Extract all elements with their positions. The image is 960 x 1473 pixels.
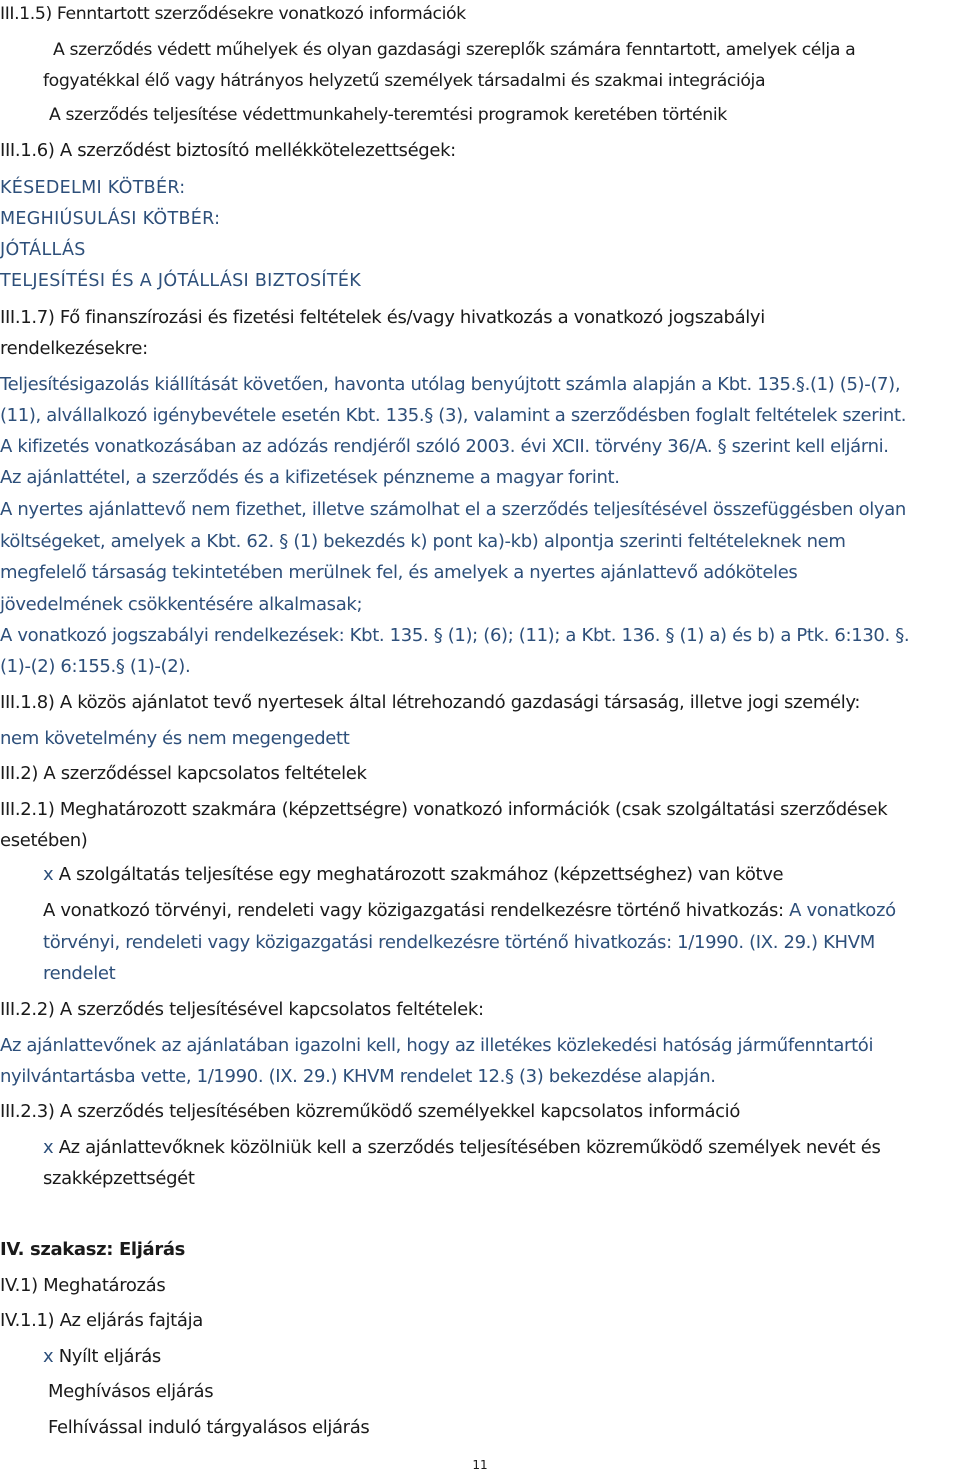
answer-line: törvényi, rendeleti vagy közigazgatási rendelkezésre történő hivatkozás: 1/1990. (IX. 29.) KHVM bbox=[43, 932, 875, 953]
text-line: A szerződés teljesítése védettmunkahely-teremtési programok keretében történik bbox=[49, 105, 727, 125]
payment-terms-line: (1)-(2) 6:155.§ (1)-(2). bbox=[0, 656, 191, 677]
obligation-item: MEGHIÚSULÁSI KÖTBÉR: bbox=[0, 209, 221, 229]
payment-terms-line: jövedelmének csökkentésére alkalmasak; bbox=[0, 594, 363, 615]
option-label: Felhívással induló tárgyalásos eljárás bbox=[48, 1417, 370, 1438]
obligation-item: TELJESÍTÉSI ÉS A JÓTÁLLÁSI BIZTOSÍTÉK bbox=[0, 271, 361, 291]
page-number: 11 bbox=[472, 1458, 488, 1472]
section-heading-iii-2-1: III.2.1) Meghatározott szakmára (képzettségre) vonatkozó információk (csak szolgáltatási szerződések bbox=[0, 799, 888, 820]
section-heading-iii-1-6: III.1.6) A szerződést biztosító mellékkötelezettségek: bbox=[0, 140, 456, 161]
text-line: szakképzettségét bbox=[43, 1168, 195, 1189]
checked-option bbox=[43, 1346, 161, 1368]
checked-option bbox=[43, 864, 783, 886]
option-label: Nyílt eljárás bbox=[58, 1346, 161, 1367]
checked-option bbox=[43, 1137, 881, 1159]
checkbox-mark: x bbox=[43, 1137, 54, 1158]
option-label: Meghívásos eljárás bbox=[48, 1381, 214, 1402]
section-heading-iv: IV. szakasz: Eljárás bbox=[0, 1239, 186, 1260]
payment-terms-line: Teljesítésigazolás kiállítását követően, havonta utólag benyújtott számla alapján a Kbt. 135.§.(1) (5)-(7), bbox=[0, 374, 901, 395]
answer-line: rendelet bbox=[43, 963, 116, 984]
section-heading-iv-1-1: IV.1.1) Az eljárás fajtája bbox=[0, 1310, 203, 1331]
obligation-item: KÉSEDELMI KÖTBÉR: bbox=[0, 178, 186, 198]
text-line: esetében) bbox=[0, 830, 88, 851]
section-heading-iii-2-2: III.2.2) A szerződés teljesítésével kapcsolatos feltételek: bbox=[0, 999, 484, 1020]
payment-terms-line: megfelelő társaság tekintetében merülnek fel, és amelyek a nyertes ajánlattevő adóköteles bbox=[0, 562, 798, 583]
payment-terms-line: költségeket, amelyek a Kbt. 62. § (1) bekezdés k) pont ka)-kb) alpontja szerinti feltételeknek nem bbox=[0, 531, 846, 552]
section-heading-iv-1: IV.1) Meghatározás bbox=[0, 1275, 166, 1296]
text-line bbox=[43, 900, 896, 922]
obligation-item: JÓTÁLLÁS bbox=[0, 240, 86, 260]
section-heading-iii-1-5: III.1.5) Fenntartott szerződésekre vonatkozó információk bbox=[0, 4, 466, 24]
checkbox-mark: x bbox=[43, 1346, 54, 1367]
payment-terms-line: A kifizetés vonatkozásában az adózás rendjéről szóló 2003. évi XCII. törvény 36/A. § szerint kell eljárni. bbox=[0, 436, 889, 457]
option-label: A szolgáltatás teljesítése egy meghatározott szakmához (képzettséghez) van kötve bbox=[58, 864, 784, 885]
payment-terms-line: A vonatkozó jogszabályi rendelkezések: Kbt. 135. § (1); (6); (11); a Kbt. 136. § (1) a) és b) a Ptk. 6:130. §. bbox=[0, 625, 910, 646]
text-line: A szerződés védett műhelyek és olyan gazdasági szereplők számára fenntartott, amelyek célja a bbox=[53, 40, 856, 60]
section-heading-iii-1-8: III.1.8) A közös ajánlatot tevő nyertesek által létrehozandó gazdasági társaság, illetve jogi személy: bbox=[0, 692, 861, 713]
option-label: Az ajánlattevőknek közölniük kell a szerződés teljesítésében közreműködő személyek nevét és bbox=[58, 1137, 881, 1158]
answer-line: Az ajánlattevőnek az ajánlatában igazolni kell, hogy az illetékes közlekedési hatóság járműfenntartói bbox=[0, 1035, 874, 1056]
payment-terms-line: (11), alvállalkozó igénybevétele esetén Kbt. 135.§ (3), valamint a szerződésben foglalt feltételek szerint. bbox=[0, 405, 907, 426]
answer-line: nem követelmény és nem megengedett bbox=[0, 728, 350, 749]
section-heading-iii-1-7: III.1.7) Fő finanszírozási és fizetési feltételek és/vagy hivatkozás a vonatkozó jogszabályi bbox=[0, 307, 765, 328]
payment-terms-line: Az ajánlattétel, a szerződés és a kifizetések pénzneme a magyar forint. bbox=[0, 467, 620, 488]
answer-line: nyilvántartásba vette, 1/1990. (IX. 29.) KHVM rendelet 12.§ (3) bekezdése alapján. bbox=[0, 1066, 716, 1087]
text-line: rendelkezésekre: bbox=[0, 338, 148, 359]
text-line: fogyatékkal élő vagy hátrányos helyzetű személyek társadalmi és szakmai integrációja bbox=[43, 71, 766, 91]
section-heading-iii-2-3: III.2.3) A szerződés teljesítésében közreműködő személyekkel kapcsolatos információ bbox=[0, 1101, 740, 1122]
section-heading-iii-2: III.2) A szerződéssel kapcsolatos feltételek bbox=[0, 763, 367, 784]
text-segment: A vonatkozó törvényi, rendeleti vagy közigazgatási rendelkezésre történő hivatkozás: bbox=[43, 900, 790, 921]
payment-terms-line: A nyertes ajánlattevő nem fizethet, illetve számolhat el a szerződés teljesítésével összefüggésben olyan bbox=[0, 499, 906, 520]
text-segment: A vonatkozó bbox=[789, 900, 896, 921]
checkbox-mark: x bbox=[43, 864, 54, 885]
